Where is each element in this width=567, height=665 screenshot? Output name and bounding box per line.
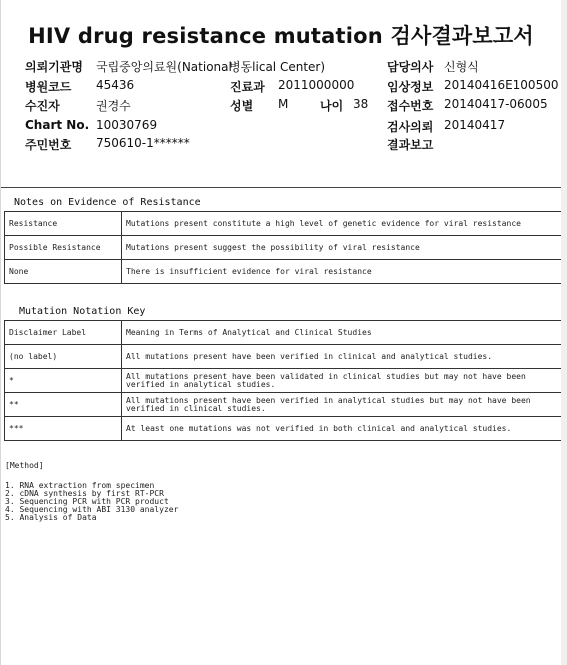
receipt-label: 접수번호 <box>387 99 434 113</box>
institution-label: 의뢰기관명 <box>25 60 83 74</box>
test-request-label: 검사의뢰 <box>387 120 434 134</box>
table-row <box>5 369 566 393</box>
table-row <box>5 393 566 417</box>
test-request-value: 20140417 <box>444 118 506 132</box>
report-title: HIV drug resistance mutation 검사결과보고서 <box>28 24 534 48</box>
evidence-meaning: Mutations present constitute a high level of genetic evidence for viral resistance <box>122 212 566 236</box>
table-row <box>5 260 566 284</box>
method-step: 1. RNA extraction from specimen <box>5 481 155 490</box>
doctor-label: 담당의사 <box>387 60 434 74</box>
evidence-term: Resistance <box>5 212 122 236</box>
rrn-value: 750610-1****** <box>96 136 190 150</box>
notation-section-title: Mutation Notation Key <box>19 306 146 317</box>
notation-meaning: All mutations present have been verified in clinical and analytical studies. <box>122 345 566 369</box>
notation-meaning: All mutations present have been verified in analytical studies but may not have been verified in clinical studies. <box>122 393 566 417</box>
table-row <box>5 345 566 369</box>
method-step: 4. Sequencing with ABI 3130 analyzer <box>5 505 179 514</box>
institution-overlap-text: 병동lical Center) <box>229 60 326 74</box>
age-label: 나이 <box>320 99 344 113</box>
notation-meaning: At least one mutations was not verified in both clinical and analytical studies. <box>122 417 566 441</box>
sex-value: M <box>278 97 289 111</box>
chart-no-label: Chart No. <box>25 118 90 132</box>
result-report-label: 결과보고 <box>387 138 434 152</box>
vertical-scrollbar[interactable] <box>561 0 567 665</box>
notation-header-label: Disclaimer Label <box>5 321 122 345</box>
evidence-term: Possible Resistance <box>5 236 122 260</box>
notation-header-meaning: Meaning in Terms of Analytical and Clinical Studies <box>122 321 566 345</box>
dept-value: 2011000000 <box>278 78 355 92</box>
method-step: 2. cDNA synthesis by first RT-PCR <box>5 489 164 498</box>
table-row <box>5 212 566 236</box>
evidence-meaning: There is insufficient evidence for viral resistance <box>122 260 566 284</box>
chart-no-value: 10030769 <box>96 118 158 132</box>
patient-value: 권경수 <box>96 99 131 113</box>
notation-meaning: All mutations present have been validated in clinical studies but may not have been verified in analytical studies. <box>122 369 566 393</box>
doctor-value: 신형식 <box>444 60 479 74</box>
notation-label: (no label) <box>5 345 122 369</box>
table-row <box>5 417 566 441</box>
evidence-table <box>4 211 566 284</box>
table-header-row <box>5 321 566 345</box>
method-step: 3. Sequencing PCR with PCR product <box>5 497 169 506</box>
table-row <box>5 236 566 260</box>
rrn-label: 주민번호 <box>25 138 72 152</box>
sex-label: 성별 <box>230 99 254 113</box>
method-title: [Method] <box>5 461 44 470</box>
institution-value: 국립중앙의료원(National <box>96 60 232 74</box>
clinical-info-value: 20140416E100500 <box>444 78 559 92</box>
notation-label: *** <box>5 417 122 441</box>
dept-label: 진료과 <box>230 80 265 94</box>
clinical-info-label: 임상정보 <box>387 80 434 94</box>
patient-label: 수진자 <box>25 99 60 113</box>
evidence-meaning: Mutations present suggest the possibility of viral resistance <box>122 236 566 260</box>
notation-table <box>4 320 566 441</box>
evidence-term: None <box>5 260 122 284</box>
notation-label: * <box>5 369 122 393</box>
hospital-code-label: 병원코드 <box>25 80 72 94</box>
notation-label: ** <box>5 393 122 417</box>
age-value: 38 <box>353 97 369 111</box>
evidence-section-title: Notes on Evidence of Resistance <box>14 197 201 208</box>
section-divider <box>1 187 561 188</box>
hospital-code-value: 45436 <box>96 78 135 92</box>
receipt-value: 20140417-06005 <box>444 97 548 111</box>
method-step: 5. Analysis of Data <box>5 513 97 522</box>
